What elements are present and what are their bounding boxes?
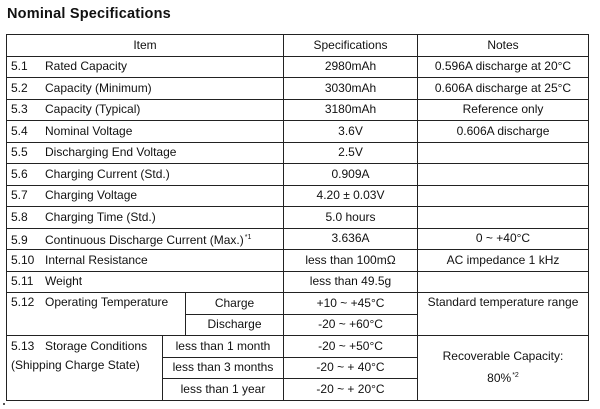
notes-cell: AC impedance 1 kHz bbox=[418, 250, 589, 272]
spec-cell: -20 ~ +60°C bbox=[284, 314, 418, 336]
table-row bbox=[7, 121, 589, 143]
notes-cell bbox=[418, 164, 589, 186]
spec-cell: 3.6V bbox=[284, 121, 418, 143]
item-number: 5.9 bbox=[11, 232, 28, 247]
spec-cell: less than 100mΩ bbox=[284, 250, 418, 272]
footnote-marker: *1 bbox=[244, 233, 252, 241]
spec-cell: 2.5V bbox=[284, 142, 418, 164]
spec-cell: 5.0 hours bbox=[284, 207, 418, 229]
item-label: Rated Capacity bbox=[45, 59, 128, 74]
item-number: 5.4 bbox=[11, 123, 28, 138]
item-cell bbox=[7, 336, 163, 401]
header-specifications: Specifications bbox=[284, 35, 418, 57]
item-label: Weight bbox=[45, 274, 83, 289]
notes-cell: Standard temperature range bbox=[418, 293, 589, 336]
notes-cell: Reference only bbox=[418, 99, 589, 121]
notes-cell: 0.606A discharge at 25°C bbox=[418, 78, 589, 100]
item-cell bbox=[7, 121, 284, 143]
item-label: Nominal Voltage bbox=[45, 123, 133, 138]
item-number: 5.2 bbox=[11, 80, 28, 95]
notes-cell bbox=[418, 142, 589, 164]
notes-line: Recoverable Capacity: bbox=[442, 349, 564, 364]
item-cell bbox=[7, 250, 284, 272]
item-cell bbox=[7, 207, 284, 229]
item-number: 5.3 bbox=[11, 102, 28, 117]
item-cell bbox=[7, 293, 186, 336]
table-row bbox=[7, 142, 589, 164]
item-cell bbox=[7, 78, 284, 100]
spec-cell: 3.636A bbox=[284, 228, 418, 250]
item-number: 5.11 bbox=[11, 274, 34, 289]
item-label: Discharging End Voltage bbox=[45, 145, 177, 160]
notes-line: 80% bbox=[487, 371, 512, 386]
item-number: 5.1 bbox=[11, 59, 28, 74]
item-label: Charging Current (Std.) bbox=[45, 166, 170, 181]
spec-cell: -20 ~ + 40°C bbox=[284, 357, 418, 379]
table-row bbox=[7, 336, 589, 358]
item-number: 5.6 bbox=[11, 166, 28, 181]
header-notes: Notes bbox=[418, 35, 589, 57]
table-row bbox=[7, 293, 589, 315]
item-label: Storage Conditions bbox=[45, 339, 148, 353]
item-cell bbox=[7, 271, 284, 293]
sub-condition-cell: less than 1 year bbox=[163, 379, 284, 401]
table-row bbox=[7, 56, 589, 78]
spec-cell: 4.20 ± 0.03V bbox=[284, 185, 418, 207]
sub-condition-cell: less than 3 months bbox=[163, 357, 284, 379]
table-row bbox=[7, 250, 589, 272]
table-row bbox=[7, 99, 589, 121]
spec-cell: 3030mAh bbox=[284, 78, 418, 100]
item-number: 5.8 bbox=[11, 209, 28, 224]
item-cell bbox=[7, 142, 284, 164]
table-row bbox=[7, 207, 589, 229]
notes-cell bbox=[418, 271, 589, 293]
scan-dot bbox=[3, 403, 5, 405]
table-row bbox=[7, 271, 589, 293]
header-item: Item bbox=[7, 35, 284, 57]
spec-cell: 0.909A bbox=[284, 164, 418, 186]
notes-cell bbox=[418, 207, 589, 229]
spec-cell: less than 49.5g bbox=[284, 271, 418, 293]
item-number: 5.7 bbox=[11, 188, 28, 203]
footnote-marker: *2 bbox=[512, 372, 519, 380]
item-number: 5.12 bbox=[11, 295, 35, 309]
spec-cell: -20 ~ + 20°C bbox=[284, 379, 418, 401]
page-title: Nominal Specifications bbox=[7, 6, 171, 22]
item-cell bbox=[7, 185, 284, 207]
item-cell bbox=[7, 56, 284, 78]
sub-condition-cell: less than 1 month bbox=[163, 336, 284, 358]
item-cell bbox=[7, 164, 284, 186]
spec-cell: 3180mAh bbox=[284, 99, 418, 121]
sub-condition-cell: Charge bbox=[186, 293, 284, 315]
item-number: 5.5 bbox=[11, 145, 28, 160]
table-row bbox=[7, 228, 589, 250]
item-label: Capacity (Typical) bbox=[45, 102, 141, 117]
item-label: Continuous Discharge Current (Max.) bbox=[45, 232, 244, 247]
item-label: Internal Resistance bbox=[45, 252, 148, 267]
sub-condition-cell: Discharge bbox=[186, 314, 284, 336]
spec-cell: -20 ~ +50°C bbox=[284, 336, 418, 358]
item-label: Charging Time (Std.) bbox=[45, 209, 156, 224]
item-label: Capacity (Minimum) bbox=[45, 80, 152, 95]
item-number: 5.10 bbox=[11, 252, 35, 267]
notes-cell: 0 ~ +40°C bbox=[418, 228, 589, 250]
table-row bbox=[7, 164, 589, 186]
notes-cell: 0.596A discharge at 20°C bbox=[418, 56, 589, 78]
item-cell bbox=[7, 228, 284, 250]
item-label-secondary: (Shipping Charge State) bbox=[11, 358, 140, 372]
item-label: Operating Temperature bbox=[45, 295, 169, 309]
item-label: Charging Voltage bbox=[45, 188, 138, 203]
item-cell bbox=[7, 99, 284, 121]
specifications-table bbox=[6, 34, 589, 401]
notes-cell bbox=[418, 185, 589, 207]
spec-cell: 2980mAh bbox=[284, 56, 418, 78]
spec-cell: +10 ~ +45°C bbox=[284, 293, 418, 315]
table-row bbox=[7, 78, 589, 100]
notes-cell: 0.606A discharge bbox=[418, 121, 589, 143]
item-number: 5.13 bbox=[11, 339, 35, 353]
header-row bbox=[7, 35, 589, 57]
notes-cell bbox=[418, 336, 589, 401]
table-row bbox=[7, 185, 589, 207]
